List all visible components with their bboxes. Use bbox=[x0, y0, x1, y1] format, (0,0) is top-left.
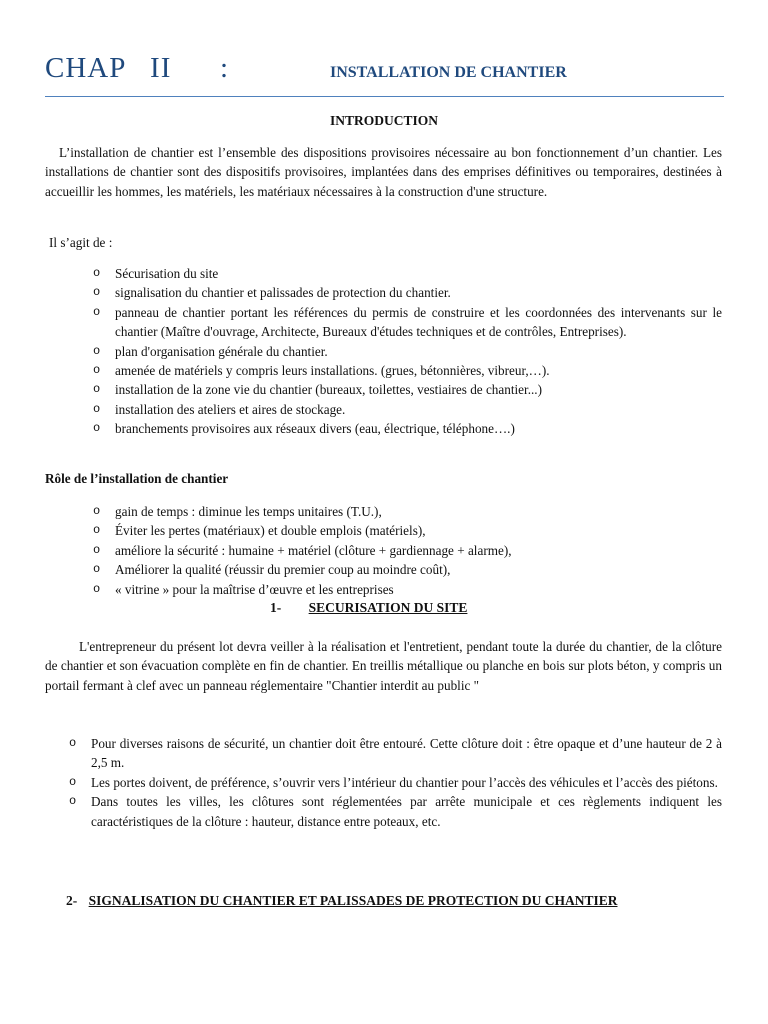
list-item bbox=[93, 264, 722, 283]
bullet-icon: o bbox=[93, 401, 101, 416]
list-item-text: panneau de chantier portant les références du permis de construire et les coordonnées des intervenants sur le chantier (Maître d'ouvrage, Architecte, Bureaux d'études techniques et de contrôles, Entreprises). bbox=[115, 304, 722, 340]
chapter-header bbox=[45, 52, 724, 97]
chapter-number: CHAP II bbox=[45, 52, 172, 84]
bullet-icon: o bbox=[93, 504, 101, 518]
section1-title: SECURISATION DU SITE bbox=[308, 600, 468, 615]
list-item-text: branchements provisoires aux réseaux divers (eau, électrique, téléphone….) bbox=[115, 421, 515, 437]
bullet-icon: o bbox=[69, 736, 77, 750]
section1-paragraph: L'entrepreneur du présent lot devra veiller à la réalisation et l'entretient, pendant toute la durée du chantier, de la clôture de chantier et son évacuation complète en fin de chantier. En treillis métallique ou planche en bois sur plots béton, y compris un portail fermant à clef avec un panneau réglementaire "Chantier interdit au public " bbox=[45, 639, 722, 693]
bullet-icon: o bbox=[93, 421, 101, 436]
bullet-icon: o bbox=[93, 523, 101, 538]
list-item-text: installation des ateliers et aires de stockage. bbox=[115, 401, 346, 417]
intro-paragraph: L’installation de chantier est l’ensemble des dispositions provisoires nécessaire au bon fonctionnement d’un chantier. Les installations de chantier sont des dispositifs provisoires, implantées dans des emprises définitives ou temporaires, destinées à accueillir les hommes, les matériels, les matériaux nécessaires à la construction d'une structure. bbox=[45, 145, 722, 199]
list-item bbox=[93, 303, 722, 342]
role-heading: Rôle de l’installation de chantier bbox=[45, 471, 229, 486]
role-list bbox=[93, 502, 722, 599]
list-item-text: Pour diverses raisons de sécurité, un chantier doit être entouré. Cette clôture doit : être opaque et d’une hauteur de 2 à 2,5 m. bbox=[91, 736, 722, 771]
list-item-text: plan d'organisation générale du chantier. bbox=[115, 343, 328, 359]
list-item bbox=[93, 380, 722, 399]
bullet-icon: o bbox=[93, 542, 101, 557]
list-item-text: gain de temps : diminue les temps unitaires (T.U.), bbox=[115, 504, 382, 519]
intro-lead: Il s’agit de : bbox=[49, 235, 113, 250]
list-item bbox=[93, 560, 722, 579]
section1-heading bbox=[270, 600, 467, 616]
list-item bbox=[69, 773, 722, 792]
list-item-text: Améliorer la qualité (réussir du premier coup au moindre coût), bbox=[115, 562, 451, 578]
bullet-icon: o bbox=[69, 774, 77, 789]
list-item bbox=[69, 734, 722, 773]
list-item-text: « vitrine » pour la maîtrise d’œuvre et les entreprises bbox=[115, 581, 394, 597]
bullet-icon: o bbox=[93, 343, 101, 358]
list-item-text: améliore la sécurité : humaine + matériel (clôture + gardiennage + alarme), bbox=[115, 542, 512, 558]
list-item-text: installation de la zone vie du chantier (bureaux, toilettes, vestiaires de chantier...) bbox=[115, 382, 542, 398]
list-item-text: Les portes doivent, de préférence, s’ouvrir vers l’intérieur du chantier pour l’accès des véhicules et l’accès des piétons. bbox=[91, 774, 718, 790]
bullet-icon: o bbox=[93, 562, 101, 577]
list-item bbox=[93, 521, 722, 540]
bullet-icon: o bbox=[93, 581, 101, 596]
chapter-title: INSTALLATION DE CHANTIER bbox=[330, 64, 567, 81]
list-item bbox=[93, 283, 722, 302]
section2-heading bbox=[66, 893, 618, 909]
list-item-text: Éviter les pertes (matériaux) et double emplois (matériels), bbox=[115, 523, 426, 539]
chapter-colon: : bbox=[220, 52, 229, 84]
bullet-icon: o bbox=[93, 266, 101, 280]
intro-list bbox=[93, 264, 722, 439]
bullet-icon: o bbox=[69, 794, 77, 809]
section1-list bbox=[69, 734, 722, 831]
section2-title: SIGNALISATION DU CHANTIER ET PALISSADES DE PROTECTION DU CHANTIER bbox=[88, 893, 618, 908]
list-item bbox=[93, 361, 722, 380]
bullet-icon: o bbox=[93, 304, 101, 319]
list-item-text: signalisation du chantier et palissades de protection du chantier. bbox=[115, 285, 451, 301]
list-item bbox=[93, 502, 722, 521]
bullet-icon: o bbox=[93, 363, 101, 378]
list-item bbox=[93, 580, 722, 599]
intro-heading: INTRODUCTION bbox=[329, 113, 438, 128]
section1-number: 1- bbox=[270, 600, 282, 615]
list-item-text: Dans toutes les villes, les clôtures sont réglementées par arrête municipale et ces règlements indiquent les caractéristiques de la clôture : hauteur, distance entre poteaux, etc. bbox=[91, 794, 722, 829]
section2-number: 2- bbox=[66, 893, 78, 908]
list-item bbox=[93, 541, 722, 560]
list-item bbox=[93, 419, 722, 438]
bullet-icon: o bbox=[93, 285, 101, 300]
list-item bbox=[69, 792, 722, 831]
list-item bbox=[93, 342, 722, 361]
bullet-icon: o bbox=[93, 382, 101, 397]
list-item-text: amenée de matériels y compris leurs installations. (grues, bétonnières, vibreur,…). bbox=[115, 363, 550, 379]
list-item bbox=[93, 400, 722, 419]
list-item-text: Sécurisation du site bbox=[115, 266, 219, 281]
